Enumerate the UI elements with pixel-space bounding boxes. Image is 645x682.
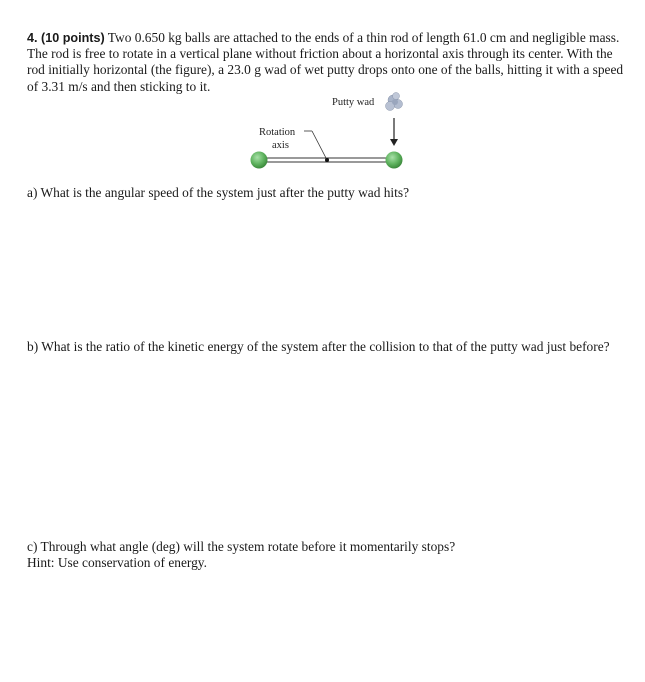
rotation-axis-label-line2: axis xyxy=(272,140,289,151)
putty-wad-label: Putty wad xyxy=(332,97,375,108)
rod-figure xyxy=(240,88,420,178)
right-ball xyxy=(386,152,403,169)
problem-line-2: The rod is free to rotate in a vertical plane without friction about a horizontal axis through its center. With the xyxy=(27,46,613,62)
rotation-axis-label-line1: Rotation xyxy=(259,127,296,138)
drop-arrow-icon xyxy=(390,118,398,146)
question-b: b) What is the ratio of the kinetic energy of the system after the collision to that of the putty wad just before? xyxy=(27,339,610,354)
axis-point xyxy=(325,158,329,162)
problem-number: 4. (10 points) xyxy=(27,31,105,45)
problem-line-1: 4. (10 points) Two 0.650 kg balls are attached to the ends of a thin rod of length 61.0 cm and negligible mass. xyxy=(27,30,620,45)
problem-line-4: of 3.31 m/s and then sticking to it. xyxy=(27,78,211,94)
problem-statement xyxy=(27,30,627,95)
putty-wad-icon xyxy=(386,93,403,111)
left-ball xyxy=(251,152,268,169)
question-c: c) Through what angle (deg) will the system rotate before it momentarily stops? xyxy=(27,539,456,554)
problem-line-3: rod initially horizontal (the figure), a 23.0 g wad of wet putty drops onto one of the balls, hitting it with a speed xyxy=(27,62,624,78)
hint: Hint: Use conservation of energy. xyxy=(27,555,207,570)
question-a: a) What is the angular speed of the system just after the putty wad hits? xyxy=(27,185,410,200)
